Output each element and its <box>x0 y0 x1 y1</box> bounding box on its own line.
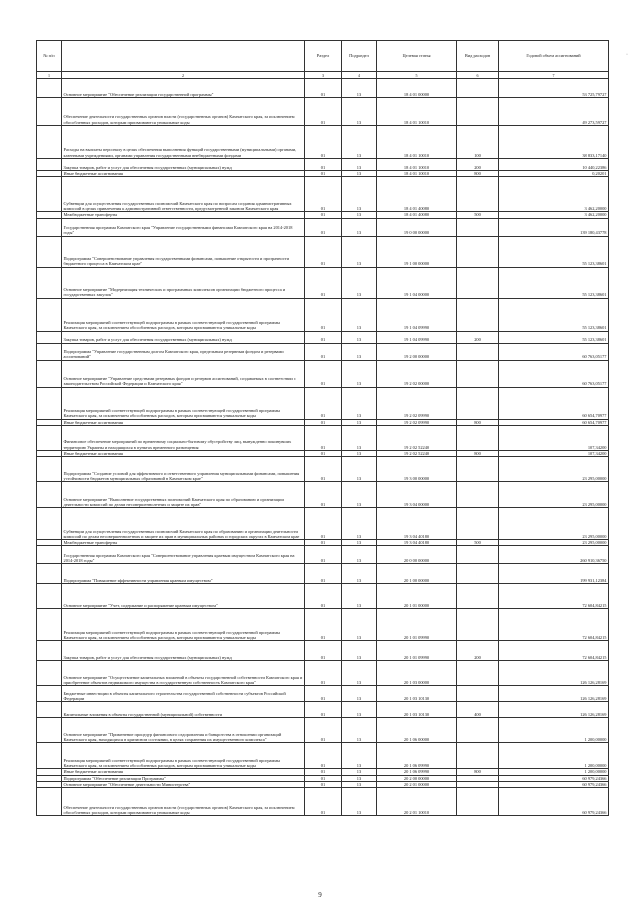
row-target-article-cell: 20 1 00 00000 <box>377 564 457 584</box>
row-name-cell: Межбюджетные трансферты <box>62 540 305 546</box>
row-subsection-cell: 13 <box>342 212 377 218</box>
row-name-cell: Иные бюджетные ассигнования <box>62 769 305 775</box>
row-subsection-cell: 13 <box>342 508 377 540</box>
row-number-cell <box>37 331 62 343</box>
row-expense-type-cell <box>457 718 499 743</box>
row-name-cell: Основное мероприятие "Управление средствами резервных фондов и резервов ассигнований, создаваемых в соответствии с законодательством Российской Федерации и Камчатского края" <box>62 360 305 387</box>
row-name-cell: Субвенции для осуществления государственных полномочий Камчатского края по образованию и организации деятельности комиссий по делам несовершеннолетних и защите их прав в муниципальных районах и городских округах в Камчатском крае <box>62 508 305 540</box>
row-expense-type-cell <box>457 457 499 482</box>
row-subsection-cell: 13 <box>342 540 377 546</box>
table-row <box>37 98 609 126</box>
table-body <box>37 79 609 816</box>
row-expense-type-cell <box>457 609 499 641</box>
row-section-cell: 01 <box>305 236 342 267</box>
row-name-cell: Основное мероприятие "Обеспечение реализации государственной программы" <box>62 79 305 98</box>
row-section-cell: 01 <box>305 743 342 769</box>
row-number-cell <box>37 482 62 508</box>
row-number-cell <box>37 743 62 769</box>
row-target-article-cell: 19 1 04 09990 <box>377 298 457 331</box>
row-name-cell: Субвенции для осуществления государственных полномочий Камчатского края по вопросам создания административных комиссий в целях привлечения к административной ответственности, предусмотренной законом Камчатского края <box>62 177 305 212</box>
row-target-article-cell: 20 1 06 09990 <box>377 769 457 775</box>
row-subsection-cell: 13 <box>342 564 377 584</box>
row-subsection-cell: 13 <box>342 482 377 508</box>
row-subsection-cell: 13 <box>342 775 377 781</box>
row-number-cell <box>37 425 62 450</box>
row-name-cell: Государственная программа Камчатского края "Совершенствование управления краевым имуществом Камчатского края на 2014-2018 годы" <box>62 546 305 564</box>
row-target-article-cell: 20 1 06 09990 <box>377 743 457 769</box>
row-expense-type-cell: 800 <box>457 769 499 775</box>
row-sum-cell: 23 295,00000 <box>499 457 609 482</box>
row-expense-type-cell <box>457 686 499 702</box>
row-section-cell: 01 <box>305 159 342 171</box>
row-name-cell: Обеспечение деятельности государственных органов власти (государственных органов) Камчатского края, за исключением обособленных расходов, которым присваиваются уникальные коды <box>62 98 305 126</box>
row-section-cell: 01 <box>305 718 342 743</box>
row-number-cell <box>37 236 62 267</box>
table-row <box>37 267 609 298</box>
row-section-cell: 01 <box>305 171 342 177</box>
row-target-article-cell: 19 1 04 00000 <box>377 267 457 298</box>
row-sum-cell: 10 440,22386 <box>499 159 609 171</box>
row-sum-cell: 60 763,05177 <box>499 343 609 360</box>
row-name-cell: Подпрограмма "Управление государственным долгом Камчатского края, предельным резервным фондом и резервами ассигнований" <box>62 343 305 360</box>
header-expense-type: Вид расходов <box>457 41 499 72</box>
row-section-cell: 01 <box>305 267 342 298</box>
row-name-cell: Реализация мероприятий соответствующей подпрограммы в рамках соответствующей государственной программы Камчатского края, за исключением обособленных расходов, которым присваиваются уникальные коды <box>62 387 305 419</box>
row-expense-type-cell: 800 <box>457 171 499 177</box>
row-section-cell: 01 <box>305 425 342 450</box>
row-target-article-cell: 19 2 02 09990 <box>377 419 457 425</box>
table-row <box>37 482 609 508</box>
row-expense-type-cell <box>457 218 499 236</box>
row-number-cell <box>37 343 62 360</box>
row-name-cell: Подпрограмма "Создание условий для эффективного и ответственного управления муниципальными финансами, повышения устойчивости бюджетов муниципальных образований в Камчатском крае" <box>62 457 305 482</box>
row-sum-cell: 1 200,00000 <box>499 769 609 775</box>
row-expense-type-cell: 200 <box>457 331 499 343</box>
row-section-cell: 01 <box>305 788 342 816</box>
row-sum-cell: 55 123,38601 <box>499 331 609 343</box>
row-name-cell: Иные бюджетные ассигнования <box>62 450 305 456</box>
row-sum-cell: 23 295,00000 <box>499 482 609 508</box>
row-section-cell: 01 <box>305 360 342 387</box>
column-number: 2 <box>62 72 305 79</box>
row-expense-type-cell <box>457 425 499 450</box>
row-sum-cell: 60 763,05177 <box>499 360 609 387</box>
column-number: 1 <box>37 72 62 79</box>
row-target-article-cell: 18 4 01 10010 <box>377 98 457 126</box>
row-subsection-cell: 13 <box>342 126 377 159</box>
table-row <box>37 686 609 702</box>
row-number-cell <box>37 360 62 387</box>
row-section-cell: 01 <box>305 419 342 425</box>
row-subsection-cell: 13 <box>342 298 377 331</box>
row-subsection-cell: 13 <box>342 718 377 743</box>
row-number-cell <box>37 267 62 298</box>
row-subsection-cell: 13 <box>342 641 377 661</box>
row-name-cell: Капитальные вложения в объекты государственной (муниципальной) собственности <box>62 702 305 718</box>
row-subsection-cell: 13 <box>342 702 377 718</box>
row-name-cell: Реализация мероприятий соответствующей подпрограммы в рамках соответствующей государственной программы Камчатского края, за исключением обособленных расходов, которым присваиваются уникальные коды <box>62 743 305 769</box>
row-section-cell: 01 <box>305 508 342 540</box>
table-row <box>37 425 609 450</box>
row-number-cell <box>37 686 62 702</box>
row-target-article-cell: 19 3 04 40180 <box>377 508 457 540</box>
row-subsection-cell: 13 <box>342 79 377 98</box>
row-name-cell: Реализация мероприятий соответствующей подпрограммы в рамках соответствующей государственной программы Камчатского края, за исключением обособленных расходов, которым присваиваются уникальные коды <box>62 298 305 331</box>
row-number-cell <box>37 126 62 159</box>
table-row <box>37 584 609 609</box>
row-number-cell <box>37 564 62 584</box>
row-number-cell <box>37 387 62 419</box>
row-expense-type-cell <box>457 267 499 298</box>
row-target-article-cell: 19 0 00 00000 <box>377 218 457 236</box>
header-target-article: Целевая статья <box>377 41 457 72</box>
row-name-cell: Основное мероприятие "Учет, содержание и распоряжение краевым имуществом" <box>62 584 305 609</box>
page-number: 9 <box>318 891 322 899</box>
table-row <box>37 743 609 769</box>
row-target-article-cell: 20 2 00 00000 <box>377 775 457 781</box>
table-row <box>37 126 609 159</box>
header-name <box>62 41 305 72</box>
table-row <box>37 718 609 743</box>
column-number-row <box>37 72 609 79</box>
row-target-article-cell: 20 2 01 00000 <box>377 782 457 788</box>
row-expense-type-cell <box>457 298 499 331</box>
row-sum-cell: 23 295,00000 <box>499 508 609 540</box>
row-sum-cell: 55 123,38601 <box>499 298 609 331</box>
row-expense-type-cell <box>457 236 499 267</box>
row-expense-type-cell <box>457 79 499 98</box>
row-number-cell <box>37 641 62 661</box>
row-target-article-cell: 18 4 01 10010 <box>377 171 457 177</box>
row-subsection-cell: 13 <box>342 98 377 126</box>
row-section-cell: 01 <box>305 482 342 508</box>
row-number-cell <box>37 546 62 564</box>
column-number: 6 <box>457 72 499 79</box>
row-expense-type-cell <box>457 482 499 508</box>
row-subsection-cell: 13 <box>342 425 377 450</box>
row-section-cell: 01 <box>305 343 342 360</box>
row-subsection-cell: 13 <box>342 171 377 177</box>
row-name-cell: Закупка товаров, работ и услуг для обеспечения государственных (муниципальных) нужд <box>62 331 305 343</box>
row-section-cell: 01 <box>305 450 342 456</box>
row-name-cell: Основное мероприятие "Обеспечение деятельности Министерства" <box>62 782 305 788</box>
row-name-cell: Обеспечение деятельности государственных органов власти (государственных органов) Камчатского края, за исключением обособленных расходов, которым присваиваются уникальные коды <box>62 788 305 816</box>
row-sum-cell: 3 462,20000 <box>499 177 609 212</box>
table-row <box>37 702 609 718</box>
row-expense-type-cell: 500 <box>457 212 499 218</box>
row-subsection-cell: 13 <box>342 686 377 702</box>
row-sum-cell: 1 200,00000 <box>499 718 609 743</box>
row-section-cell: 01 <box>305 661 342 686</box>
row-section-cell: 01 <box>305 218 342 236</box>
row-name-cell: Основное мероприятие "Выполнение государственных полномочий Камчатского края по образованию и организации деятельности комиссий по делам несовершеннолетних и защите их прав" <box>62 482 305 508</box>
row-section-cell: 01 <box>305 609 342 641</box>
row-sum-cell: 139 180,43778 <box>499 218 609 236</box>
table-header-row <box>37 41 609 72</box>
row-subsection-cell: 13 <box>342 331 377 343</box>
row-section-cell: 01 <box>305 177 342 212</box>
row-subsection-cell: 13 <box>342 343 377 360</box>
row-number-cell <box>37 177 62 212</box>
table-row <box>37 331 609 343</box>
row-section-cell: 01 <box>305 782 342 788</box>
row-expense-type-cell <box>457 387 499 419</box>
row-target-article-cell: 20 1 01 00000 <box>377 584 457 609</box>
table-row <box>37 387 609 419</box>
row-expense-type-cell <box>457 743 499 769</box>
row-sum-cell: 260 910,36750 <box>499 546 609 564</box>
row-section-cell: 01 <box>305 79 342 98</box>
row-name-cell: Основное мероприятие "Осуществление капитальных вложений в объекты государственной собственности Камчатского края и приобретение объектов недвижимого имущества в государственную собственность Камчатского края" <box>62 661 305 686</box>
row-target-article-cell: 20 1 06 00000 <box>377 718 457 743</box>
table-row <box>37 641 609 661</box>
table-row <box>37 609 609 641</box>
row-sum-cell: 72 604,84215 <box>499 609 609 641</box>
row-expense-type-cell <box>457 508 499 540</box>
table-row <box>37 343 609 360</box>
row-sum-cell: 72 604,84215 <box>499 584 609 609</box>
row-name-cell: Финансовое обеспечение мероприятий по временному социально-бытовому обустройству лиц, вынужденно покинувших территорию Украины и находящихся в пунктах временного размещения <box>62 425 305 450</box>
row-expense-type-cell <box>457 788 499 816</box>
row-subsection-cell: 13 <box>342 788 377 816</box>
row-target-article-cell: 19 3 04 00000 <box>377 482 457 508</box>
row-section-cell: 01 <box>305 769 342 775</box>
row-target-article-cell: 19 1 00 00000 <box>377 236 457 267</box>
row-target-article-cell: 18 4 01 00000 <box>377 79 457 98</box>
row-section-cell: 01 <box>305 540 342 546</box>
row-name-cell: Основное мероприятие "Применение процедур финансового оздоровления и банкротства в отношении организаций Камчатского края, находящихся в кризисном состоянии, в целях сохранения их имущественного комплекса" <box>62 718 305 743</box>
row-sum-cell: 60 979,24366 <box>499 775 609 781</box>
row-name-cell: Подпрограмма "Обеспечение реализации Программы" <box>62 775 305 781</box>
row-section-cell: 01 <box>305 641 342 661</box>
row-name-cell: Основное мероприятие "Модернизация технических и программных комплексов организации бюджетного процесса и государственных закупок" <box>62 267 305 298</box>
row-number-cell <box>37 702 62 718</box>
header-section: Раздел <box>305 41 342 72</box>
table-row <box>37 298 609 331</box>
column-number: 7 <box>499 72 609 79</box>
row-expense-type-cell <box>457 98 499 126</box>
row-number-cell <box>37 718 62 743</box>
column-number: 4 <box>342 72 377 79</box>
row-number-cell <box>37 159 62 171</box>
row-expense-type-cell <box>457 564 499 584</box>
table-row <box>37 218 609 236</box>
row-target-article-cell: 20 1 03 10130 <box>377 702 457 718</box>
header-number: № п/п <box>37 41 62 72</box>
row-sum-cell: 53 725,79727 <box>499 79 609 98</box>
row-section-cell: 01 <box>305 686 342 702</box>
row-target-article-cell: 18 4 01 40080 <box>377 212 457 218</box>
table-row <box>37 788 609 816</box>
row-expense-type-cell: 800 <box>457 450 499 456</box>
row-number-cell <box>37 98 62 126</box>
row-section-cell: 01 <box>305 126 342 159</box>
row-subsection-cell: 13 <box>342 546 377 564</box>
row-name-cell: Подпрограмма "Повышение эффективности управления краевым имуществом" <box>62 564 305 584</box>
row-sum-cell: 107,34200 <box>499 425 609 450</box>
row-section-cell: 01 <box>305 331 342 343</box>
row-sum-cell: 55 123,38601 <box>499 236 609 267</box>
row-expense-type-cell <box>457 343 499 360</box>
row-subsection-cell: 13 <box>342 743 377 769</box>
row-target-article-cell: 20 1 01 09990 <box>377 641 457 661</box>
row-section-cell: 01 <box>305 584 342 609</box>
row-number-cell <box>37 79 62 98</box>
row-sum-cell: 3 462,20000 <box>499 212 609 218</box>
row-section-cell: 01 <box>305 298 342 331</box>
row-expense-type-cell <box>457 546 499 564</box>
row-subsection-cell: 13 <box>342 457 377 482</box>
row-section-cell: 01 <box>305 212 342 218</box>
row-target-article-cell: 20 1 03 00000 <box>377 661 457 686</box>
table-row <box>37 177 609 212</box>
row-sum-cell: 107,34200 <box>499 450 609 456</box>
row-name-cell: Закупка товаров, работ и услуг для обеспечения государственных (муниципальных) нужд <box>62 641 305 661</box>
row-target-article-cell: 20 2 01 10010 <box>377 788 457 816</box>
row-sum-cell: 23 295,00000 <box>499 540 609 546</box>
row-subsection-cell: 13 <box>342 419 377 425</box>
row-target-article-cell: 18 4 01 40080 <box>377 177 457 212</box>
row-sum-cell: 126 126,28169 <box>499 661 609 686</box>
row-subsection-cell: 13 <box>342 177 377 212</box>
row-subsection-cell: 13 <box>342 584 377 609</box>
row-subsection-cell: 13 <box>342 159 377 171</box>
row-target-article-cell: 19 3 04 40180 <box>377 540 457 546</box>
row-expense-type-cell <box>457 177 499 212</box>
row-target-article-cell: 20 1 01 09990 <box>377 609 457 641</box>
row-target-article-cell: 19 3 00 00000 <box>377 457 457 482</box>
row-name-cell: Бюджетные инвестиции в объекты капитального строительства государственной собственности субъектов Российской Федерации <box>62 686 305 702</box>
row-target-article-cell: 19 2 00 00000 <box>377 343 457 360</box>
row-target-article-cell: 19 1 04 09990 <box>377 331 457 343</box>
row-target-article-cell: 19 2 02 00000 <box>377 360 457 387</box>
table-row <box>37 661 609 686</box>
table-row <box>37 564 609 584</box>
row-sum-cell: 55 123,38601 <box>499 267 609 298</box>
row-number-cell <box>37 218 62 236</box>
row-expense-type-cell: 200 <box>457 641 499 661</box>
row-subsection-cell: 13 <box>342 609 377 641</box>
header-annual-volume: Годовой объем ассигнований <box>499 41 609 72</box>
row-sum-cell: 72 604,84215 <box>499 641 609 661</box>
row-sum-cell: 60 979,24366 <box>499 782 609 788</box>
row-target-article-cell: 18 4 01 10010 <box>377 159 457 171</box>
row-subsection-cell: 13 <box>342 236 377 267</box>
row-subsection-cell: 13 <box>342 360 377 387</box>
row-name-cell: Расходы на выплаты персоналу в целях обеспечения выполнения функций государственными (муниципальными) органами, казенными учреждениями, органами управления государственными внебюджетными фондами <box>62 126 305 159</box>
row-subsection-cell: 13 <box>342 769 377 775</box>
column-number: 5 <box>377 72 457 79</box>
row-target-article-cell: 19 2 02 52240 <box>377 450 457 456</box>
row-sum-cell: 38 833,17140 <box>499 126 609 159</box>
row-expense-type-cell <box>457 661 499 686</box>
row-target-article-cell: 20 0 00 00000 <box>377 546 457 564</box>
budget-table <box>36 40 609 816</box>
row-expense-type-cell: 800 <box>457 419 499 425</box>
row-number-cell <box>37 457 62 482</box>
row-name-cell: Иные бюджетные ассигнования <box>62 171 305 177</box>
row-section-cell: 01 <box>305 457 342 482</box>
row-sum-cell: 126 126,28169 <box>499 686 609 702</box>
row-number-cell <box>37 788 62 816</box>
row-number-cell <box>37 298 62 331</box>
row-target-article-cell: 20 1 03 10130 <box>377 686 457 702</box>
row-subsection-cell: 13 <box>342 267 377 298</box>
row-name-cell: Государственная программа Камчатского края "Управление государственными финансами Камчатского края на 2014-2018 годы" <box>62 218 305 236</box>
row-expense-type-cell <box>457 360 499 387</box>
column-number: 3 <box>305 72 342 79</box>
row-sum-cell: 60 654,70977 <box>499 387 609 419</box>
row-sum-cell: 49 273,59727 <box>499 98 609 126</box>
row-sum-cell: 0,20201 <box>499 171 609 177</box>
row-expense-type-cell <box>457 584 499 609</box>
row-name-cell: Межбюджетные трансферты <box>62 212 305 218</box>
row-subsection-cell: 13 <box>342 218 377 236</box>
row-section-cell: 01 <box>305 387 342 419</box>
row-number-cell <box>37 508 62 540</box>
row-section-cell: 01 <box>305 564 342 584</box>
row-expense-type-cell: 500 <box>457 540 499 546</box>
row-name-cell: Реализация мероприятий соответствующей подпрограммы в рамках соответствующей государственной программы Камчатского края, за исключением обособленных расходов, которым присваиваются уникальные коды <box>62 609 305 641</box>
row-expense-type-cell: 100 <box>457 126 499 159</box>
row-name-cell: Закупка товаров, работ и услуг для обеспечения государственных (муниципальных) нужд <box>62 159 305 171</box>
row-subsection-cell: 13 <box>342 387 377 419</box>
table-row <box>37 508 609 540</box>
margin-mark: · <box>626 52 628 58</box>
header-subsection: Подраздел <box>342 41 377 72</box>
row-target-article-cell: 18 4 01 10010 <box>377 126 457 159</box>
row-number-cell <box>37 609 62 641</box>
row-section-cell: 01 <box>305 702 342 718</box>
row-target-article-cell: 19 2 02 52240 <box>377 425 457 450</box>
table-row <box>37 236 609 267</box>
row-subsection-cell: 13 <box>342 782 377 788</box>
row-expense-type-cell: 200 <box>457 159 499 171</box>
table-row <box>37 546 609 564</box>
row-sum-cell: 1 200,00000 <box>499 743 609 769</box>
row-number-cell <box>37 661 62 686</box>
row-section-cell: 01 <box>305 546 342 564</box>
row-name-cell: Иные бюджетные ассигнования <box>62 419 305 425</box>
row-section-cell: 01 <box>305 98 342 126</box>
table-row <box>37 457 609 482</box>
row-name-cell: Подпрограмма "Совершенствование управления государственными финансами, повышение открытости и прозрачности бюджетного процесса в Камчатском крае" <box>62 236 305 267</box>
row-section-cell: 01 <box>305 775 342 781</box>
row-sum-cell: 126 126,28169 <box>499 702 609 718</box>
row-subsection-cell: 13 <box>342 450 377 456</box>
table-row <box>37 159 609 171</box>
row-sum-cell: 199 931,12384 <box>499 564 609 584</box>
row-sum-cell: 60 979,24366 <box>499 788 609 816</box>
budget-table-container <box>36 40 608 816</box>
row-target-article-cell: 19 2 02 09990 <box>377 387 457 419</box>
row-subsection-cell: 13 <box>342 661 377 686</box>
table-row <box>37 360 609 387</box>
row-number-cell <box>37 584 62 609</box>
table-row <box>37 79 609 98</box>
row-expense-type-cell: 400 <box>457 702 499 718</box>
row-sum-cell: 60 654,70977 <box>499 419 609 425</box>
